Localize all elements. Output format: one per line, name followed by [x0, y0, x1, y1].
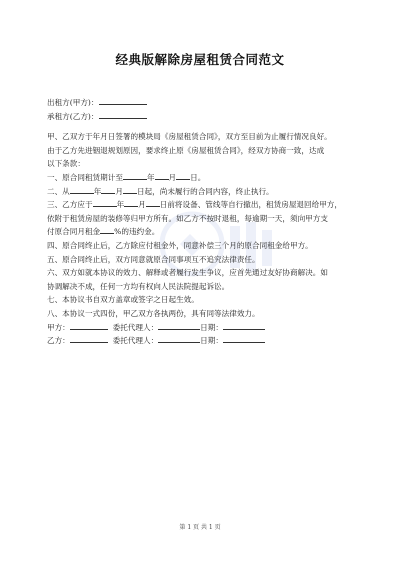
document-body — [47, 96, 365, 348]
intro-line-1: 甲、乙双方于年月日签署的模块局《房屋租赁合同》，双方至目前为止履行情况良好。 — [47, 132, 332, 142]
clause-3-percent-blank[interactable] — [100, 225, 114, 234]
clause-2-year-blank[interactable] — [70, 185, 94, 194]
clause-1: 一、原合同租赁期计至 年 月 日。 — [47, 172, 206, 182]
party-a-date-label: 日期： — [200, 322, 223, 332]
party-b-label: 乙方： — [47, 336, 70, 346]
party-a-signature-line — [47, 321, 365, 335]
party-b-agent-label: 委托代理人： — [112, 336, 159, 346]
clause-6-line-1: 六、双方如就本协议的效力、解释或者履行发生争议，应首先通过友好协商解决。如 — [47, 268, 328, 278]
party-a-agent-blank[interactable] — [158, 321, 200, 330]
lessee-line — [47, 110, 365, 124]
lessor-label: 出租方(甲方)： — [47, 98, 99, 107]
lessee-name-blank[interactable] — [99, 110, 147, 119]
clause-8: 八、本协议一式四份，甲乙双方各执两份，具有同等法律效力。 — [47, 308, 260, 318]
clause-3-day-blank[interactable] — [146, 198, 160, 207]
clause-3-line-2: 依附于租赁房屋的装修等归甲方所有。如乙方不按时退租，每逾期一天，须向甲方支 — [47, 213, 328, 223]
intro-line-3: 以下条款： — [47, 159, 85, 169]
party-a-name-blank[interactable] — [70, 321, 108, 330]
clause-4: 四、原合同终止后，乙方除应付租金外，同意补偿三个月的原合同租金给甲方。 — [47, 240, 313, 250]
party-b-name-blank[interactable] — [70, 334, 108, 343]
clause-3-month-blank[interactable] — [124, 198, 138, 207]
clause-2-day-blank[interactable] — [123, 185, 137, 194]
intro-line-2: 由于乙方先进铟退规划原因，要求终止原《房屋租赁合同》，经双方协商一致，达成 — [47, 145, 325, 155]
clause-3-line-1: 三、乙方应于 年 月 日前将设备、管线等自行撤出，租赁房屋退回给甲方， — [47, 200, 342, 210]
document-title: 经典版解除房屋租赁合同范文 — [115, 52, 285, 67]
page-footer: 第 1 页 共 1 页 — [179, 524, 221, 531]
party-b-signature-line — [47, 334, 365, 348]
clause-1-month-blank[interactable] — [155, 171, 169, 180]
party-b-agent-blank[interactable] — [158, 334, 200, 343]
clause-1-year-blank[interactable] — [123, 171, 147, 180]
clause-2: 二、从 年 月 日起，尚未履行的合同内容，终止执行。 — [47, 186, 274, 196]
party-a-agent-label: 委托代理人： — [112, 322, 159, 332]
clause-3-year-blank[interactable] — [93, 198, 117, 207]
party-a-date-blank[interactable] — [223, 321, 265, 330]
lessor-line — [47, 96, 365, 110]
clause-2-month-blank[interactable] — [101, 185, 115, 194]
party-b-date-blank[interactable] — [223, 334, 265, 343]
clause-1-day-blank[interactable] — [176, 171, 190, 180]
party-b-date-label: 日期： — [200, 336, 223, 346]
clause-6-line-2: 协调解决不成，任何一方均有权向人民法院提起诉讼。 — [47, 281, 230, 291]
clause-3-line-3: 付原合同月租金 %的违约金。 — [47, 227, 160, 237]
clause-7: 七、本协议书自双方盖章或签字之日起生效。 — [47, 295, 199, 305]
lessee-label: 承租方(乙方)： — [47, 111, 99, 121]
lessor-name-blank[interactable] — [99, 96, 147, 105]
clause-5: 五、原合同终止后，双方同意就原合同事项互不追究法律责任。 — [47, 254, 260, 264]
party-a-label: 甲方： — [47, 322, 70, 332]
